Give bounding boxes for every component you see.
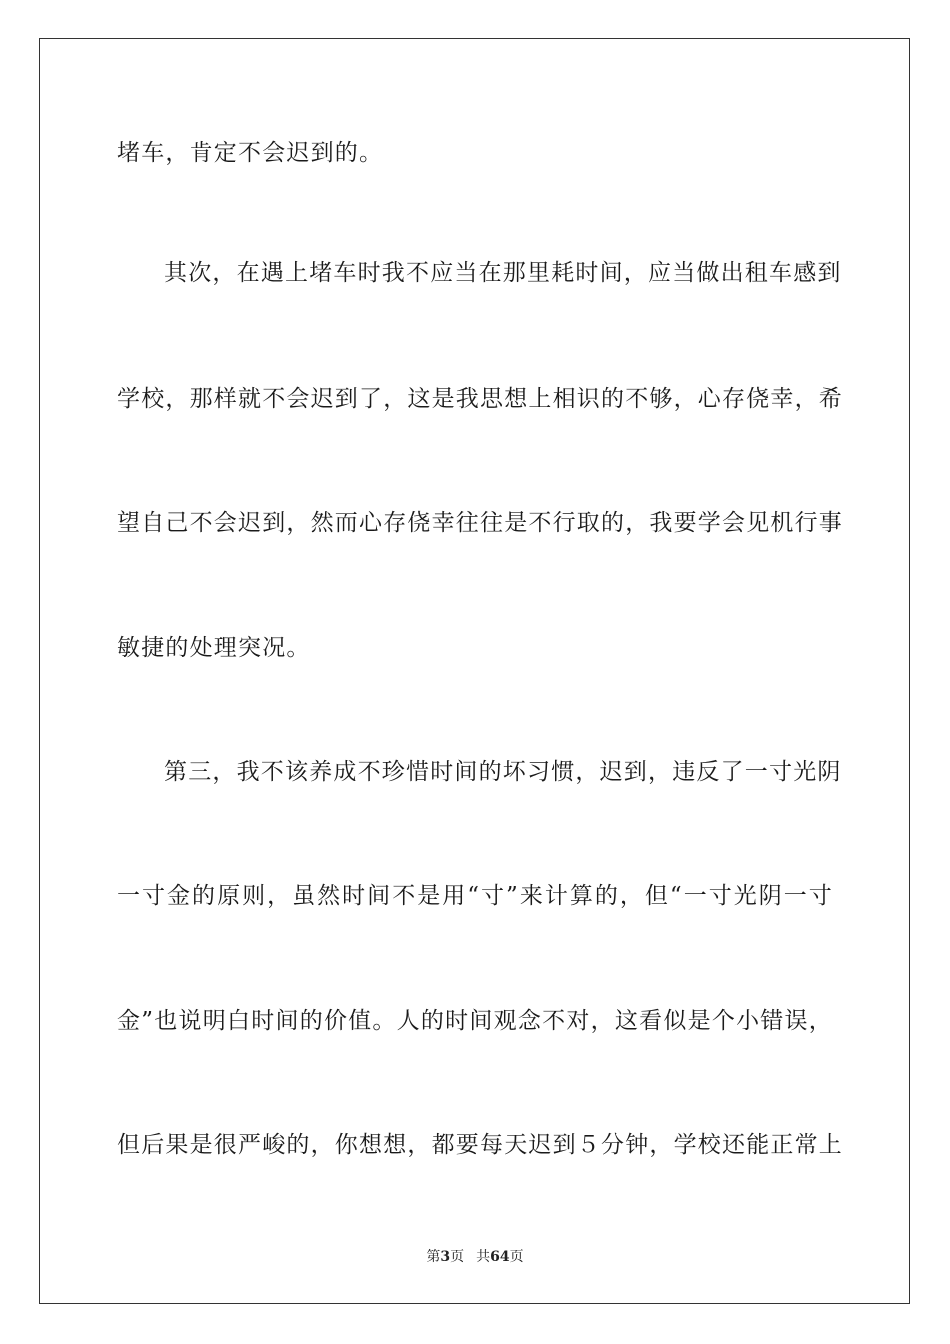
body-line-4: 望自己不会迟到，然而心存侥幸往往是不行取的，我要学会见机行事 bbox=[117, 510, 843, 536]
body-line-9: 但后果是很严峻的，你想想，都要每天迟到５分钟，学校还能正常上 bbox=[117, 1132, 843, 1158]
body-line-1: 堵车，肯定不会迟到的。 bbox=[117, 140, 384, 166]
body-line-2: 其次，在遇上堵车时我不应当在那里耗时间，应当做出租车感到 bbox=[164, 260, 842, 286]
footer-page-number: 3 bbox=[440, 1249, 451, 1265]
footer-total-number: 64 bbox=[490, 1249, 510, 1265]
body-line-7: 一寸金的原则，虽然时间不是用“寸”来计算的，但“一寸光阴一寸 bbox=[117, 883, 833, 909]
footer-page-suffix: 页 bbox=[450, 1249, 465, 1265]
body-line-3: 学校，那样就不会迟到了，这是我思想上相识的不够，心存侥幸，希 bbox=[117, 386, 843, 412]
page-footer bbox=[0, 1248, 950, 1266]
body-line-5: 敏捷的处理突况。 bbox=[117, 635, 311, 661]
footer-total-prefix: 共 bbox=[476, 1249, 491, 1265]
body-line-8: 金”也说明白时间的价值。人的时间观念不对，这看似是个小错误， bbox=[117, 1008, 833, 1034]
footer-total-suffix: 页 bbox=[509, 1249, 524, 1265]
footer-page-prefix: 第 bbox=[426, 1249, 441, 1265]
page-border bbox=[39, 38, 910, 1304]
body-line-6: 第三，我不该养成不珍惜时间的坏习惯，迟到，违反了一寸光阴 bbox=[164, 759, 842, 785]
